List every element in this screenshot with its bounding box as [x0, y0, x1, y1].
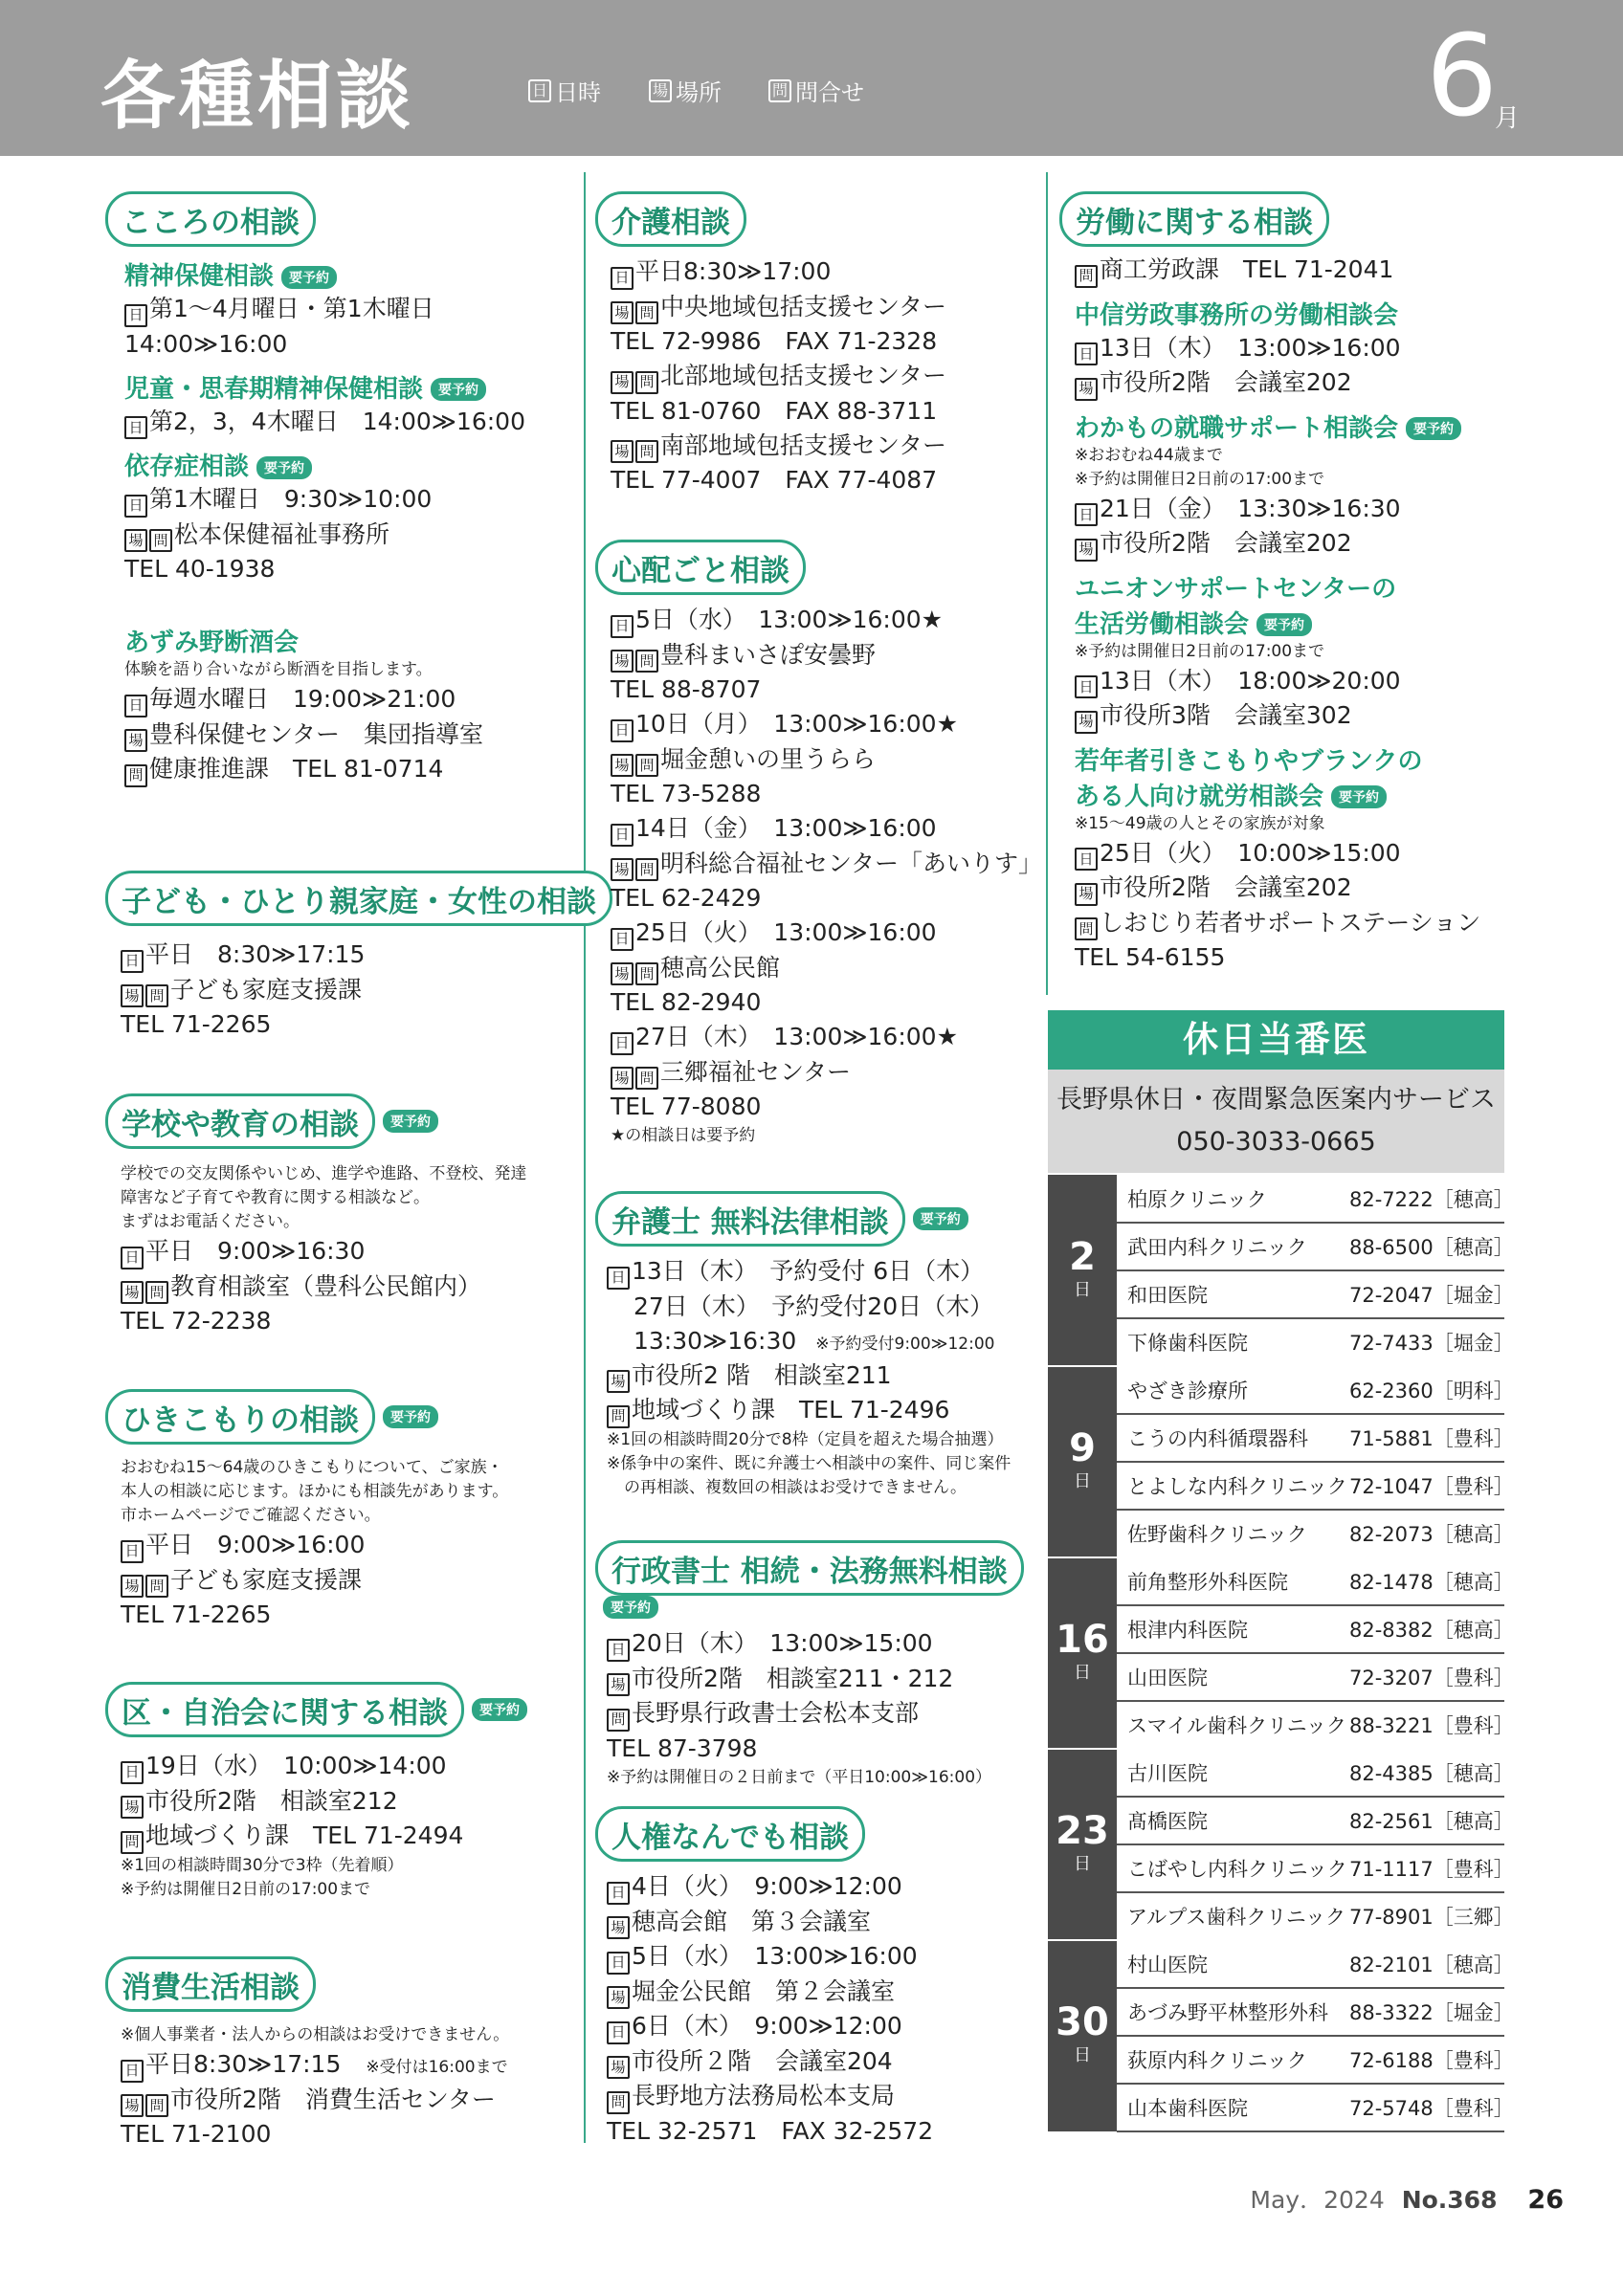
- date-icon: 日: [611, 824, 634, 847]
- duty-clinic-row: [1127, 1844, 1514, 1892]
- section-title: 弁護士 無料法律相談: [595, 1191, 905, 1247]
- section-title: 心配ごと相談: [595, 540, 806, 595]
- clinic-name: 山田医院: [1127, 1667, 1208, 1689]
- clinic-name: 柏原クリニック: [1127, 1188, 1267, 1211]
- clinic-name: こばやし内科クリニック: [1127, 1858, 1347, 1881]
- clinic-name: 髙橋医院: [1127, 1810, 1208, 1833]
- clinic-phone: 88-3322［堀金］: [1349, 2001, 1514, 2024]
- section-kaigo: 介護相談 日 平日8:30≫17:00 場 問 中央地域包括支援センター TEL 72-9986 FAX 71-2328 場 問 北部地域包括支援センター TEL 81-0760 FAX 88-3711 場 問 南部地域包括支援センター TEL 77-4007 FAX 77-4087: [595, 191, 1037, 497]
- date-icon: 日: [124, 304, 147, 327]
- clinic-phone: 82-4385［穂高］: [1349, 1762, 1514, 1785]
- clinic-name: 前角整形外科医院: [1127, 1571, 1288, 1594]
- clinic-phone: 72-3207［豊科］: [1349, 1667, 1514, 1689]
- clinic-phone: 82-2101［穂高］: [1349, 1954, 1514, 1976]
- date-icon: 日: [611, 615, 634, 638]
- page-number: 26: [1527, 2185, 1564, 2215]
- section-gakko: 学校や教育の相談 要予約 学校での交友関係やいじめ、進学や進路、不登校、発達 障害など子育てや教育に関する相談など。 まずはお電話ください。 日 平日 9:00≫16:30 場 問 教育相談室（豊科公民館内） TEL 72-2238: [105, 1093, 574, 1338]
- duty-clinic-row: [1127, 1510, 1514, 1557]
- clinic-phone: 88-3221［豊科］: [1349, 1714, 1514, 1737]
- inquiry-icon: 問: [635, 754, 658, 777]
- inquiry-icon: 問: [635, 858, 658, 881]
- section-title: こころの相談: [105, 191, 316, 247]
- inquiry-icon: 問: [635, 1067, 658, 1090]
- subsection-title: 依存症相談: [124, 453, 250, 481]
- duty-clinic-row: [1127, 1940, 1514, 1988]
- reservation-badge: 要予約: [281, 266, 337, 289]
- clinic-phone: 72-1047［豊科］: [1349, 1475, 1514, 1498]
- clinic-name: スマイル歯科クリニック: [1127, 1714, 1346, 1737]
- date-icon: 日: [607, 2021, 630, 2044]
- inquiry-icon: 問: [607, 1709, 630, 1732]
- clinic-name: 古川医院: [1127, 1762, 1208, 1785]
- clinic-name: 下條歯科医院: [1127, 1332, 1248, 1355]
- duty-clinic-row: [1127, 1557, 1514, 1605]
- subsection-title: あずみ野断酒会: [124, 629, 300, 657]
- clinic-phone: 72-7433［堀金］: [1349, 1332, 1514, 1355]
- subsection-title: 生活労働相談会: [1075, 609, 1250, 639]
- subsection-title: わかもの就職サポート相談会: [1075, 413, 1399, 443]
- duty-clinic-row: [1127, 1223, 1514, 1270]
- inquiry-icon: 問: [1075, 917, 1098, 940]
- place-icon: 場: [607, 1986, 630, 2009]
- inquiry-icon: 問: [1075, 265, 1098, 288]
- date-icon: 日: [124, 495, 147, 518]
- section-title: 介護相談: [595, 191, 746, 247]
- place-icon: 場: [1075, 539, 1098, 562]
- reservation-badge: 要予約: [1331, 785, 1387, 808]
- duty-clinic-row: [1127, 1318, 1514, 1366]
- date-icon: 日: [607, 1267, 630, 1290]
- duty-clinic-row: [1127, 1270, 1514, 1318]
- place-icon: 場: [124, 529, 147, 552]
- place-icon: 場: [121, 1796, 144, 1819]
- duty-clinic-row: [1127, 2036, 1514, 2084]
- date-icon: 日: [121, 1540, 144, 1563]
- duty-day-unit: 日: [1074, 1280, 1091, 1300]
- duty-clinic-row: [1127, 1653, 1514, 1701]
- clinic-name: 武田内科クリニック: [1127, 1236, 1307, 1259]
- inquiry-icon: 問: [635, 962, 658, 985]
- subsection-title: 児童・思春期精神保健相談: [124, 374, 424, 404]
- duty-day-number: 2: [1069, 1235, 1096, 1279]
- section-shohi: 消費生活相談 ※個人事業者・法人からの相談はお受けできません。 日 平日8:30≫17:15 ※受付は16:00まで 場 問 市役所2階 消費生活センター TEL 71-2100: [105, 1956, 574, 2152]
- place-icon: 場: [607, 1673, 630, 1696]
- section-rodo: 労働に関する相談 問 商工労政課 TEL 71-2041 中信労政事務所の労働相談会 日 13日（木） 13:00≫16:00 場 市役所2階 会議室202 わかもの就職サポート相談会 要予約 ※おおむね44歳まで ※予約は開催日2日前の17:00まで 日 21日（金） 13:30≫16:30 場 市役所2階 会議室202 ユニオンサポートセンターの 生活労働相談会 要予約 ※予約は開催日2日前の17:00まで 日 13日（木） 18:00≫20:00 場 市役所3階 会議室302 若年者引きこもりやブランクの ある人向け就労相談会 要予約 ※15～49歳の人とその家族が対象 日 25日（火） 10:00≫15:00 場 市役所2階 会議室202 問 しおじり若者サポートステーション TEL 54-6155: [1059, 191, 1519, 975]
- row-separator: [1117, 2130, 1504, 2132]
- duty-clinic-row: [1127, 1605, 1514, 1653]
- duty-day-unit: 日: [1074, 1854, 1091, 1874]
- section-title: 行政書士 相続・法務無料相談: [595, 1540, 1024, 1596]
- place-icon: 場: [121, 1575, 144, 1598]
- clinic-phone: 62-2360［明科］: [1349, 1380, 1514, 1402]
- section-shinpai: 心配ごと相談 日 5日（水） 13:00≫16:00★ 場 問 豊科まいさぽ安曇野 TEL 88-8707 日 10日（月） 13:00≫16:00★ 場 問 堀金憩いの里うらら TEL 73-5288 日 14日（金） 13:00≫16:00 場 問 明科総合福祉センター「あいりす」 TEL 62-2429 日 25日（火） 13:00≫16:00 場 問 穂高公民館 TEL 82-2940 日 27日（木） 13:00≫16:00★ 場 問 三郷福祉センター TEL 77-8080 ★の相談日は要予約: [595, 540, 1037, 1148]
- duty-day: [1048, 1175, 1117, 1366]
- inquiry-icon: 問: [607, 1405, 630, 1428]
- reservation-badge: 要予約: [472, 1698, 527, 1721]
- date-icon: 日: [607, 1639, 630, 1662]
- inquiry-icon: 問: [145, 1575, 168, 1598]
- section-title: 労働に関する相談: [1059, 191, 1329, 247]
- place-icon: 場: [611, 1067, 634, 1090]
- inquiry-icon: 問: [635, 440, 658, 463]
- month-number: 6: [1426, 10, 1499, 142]
- duty-day: [1048, 1749, 1117, 1940]
- clinic-name: 山本歯科医院: [1127, 2097, 1248, 2120]
- section-title: 学校や教育の相談: [105, 1093, 375, 1149]
- duty-clinic-row: [1127, 1701, 1514, 1749]
- date-icon: 日: [611, 719, 634, 742]
- place-icon: 場: [1075, 883, 1098, 906]
- duty-clinic-row: [1127, 2084, 1514, 2131]
- reservation-badge: 要予約: [1406, 417, 1461, 440]
- duty-day: [1048, 1940, 1117, 2131]
- clinic-name: あづみ野平林整形外科: [1127, 2001, 1328, 2024]
- page-footer: [1250, 2181, 1564, 2216]
- date-icon: 日: [121, 950, 144, 973]
- clinic-phone: 82-2561［穂高］: [1349, 1810, 1514, 1833]
- duty-clinic-row: [1127, 1175, 1514, 1223]
- section-jinken: 人権なんでも相談 日 4日（火） 9:00≫12:00 場 穂高会館 第３会議室 日 5日（水） 13:00≫16:00 場 堀金公民館 第２会議室 日 6日（木） 9:00≫12:00 場 市役所２階 会議室204 問 長野地方法務局松本支局 TEL 32-2571 FAX 32-2572: [595, 1806, 1037, 2149]
- inquiry-icon: 問: [635, 371, 658, 394]
- page-title: 各種相談: [100, 54, 415, 140]
- inquiry-icon: 問: [121, 1831, 144, 1854]
- issue-date: May．2024: [1250, 2186, 1385, 2214]
- clinic-phone: 71-1117［豊科］: [1349, 1858, 1514, 1881]
- clinic-name: アルプス歯科クリニック: [1127, 1906, 1346, 1929]
- column-divider: [584, 172, 586, 2143]
- date-icon: 日: [1075, 503, 1098, 526]
- clinic-name: とよしな内科クリニック: [1127, 1475, 1347, 1498]
- place-icon: 場: [124, 729, 147, 752]
- duty-day-unit: 日: [1074, 1663, 1091, 1683]
- duty-clinic-row: [1127, 1749, 1514, 1797]
- subsection-title: ある人向け就労相談会: [1075, 782, 1324, 811]
- date-icon: 日: [1075, 342, 1098, 365]
- clinic-name: 和田医院: [1127, 1284, 1208, 1307]
- clinic-phone: 82-1478［穂高］: [1349, 1571, 1514, 1594]
- reservation-badge: 要予約: [1256, 613, 1312, 636]
- reservation-badge: 要予約: [431, 378, 486, 401]
- place-icon: 場: [611, 754, 634, 777]
- duty-day-number: 9: [1069, 1426, 1096, 1470]
- place-icon: 場: [607, 1916, 630, 1939]
- section-gyosei: 行政書士 相続・法務無料相談要予約 日 20日（木） 13:00≫15:00 場 市役所2階 相談室211・212 問 長野県行政書士会松本支部 TEL 87-3798 ※予約は開催日の２日前まで（平日10:00≫16:00）: [595, 1540, 1037, 1790]
- clinic-phone: 82-8382［穂高］: [1349, 1619, 1514, 1642]
- date-icon: 日: [607, 1882, 630, 1905]
- reservation-badge: 要予約: [383, 1405, 438, 1428]
- emergency-service-box: [1048, 1070, 1504, 1173]
- legend-place: 場 場所: [649, 74, 722, 107]
- duty-day-number: 23: [1056, 1809, 1109, 1853]
- inquiry-icon: 問: [607, 2091, 630, 2114]
- place-icon: 場: [611, 962, 634, 985]
- clinic-phone: 71-5881［豊科］: [1349, 1427, 1514, 1450]
- section-kodomo: 子ども・ひとり親家庭・女性の相談 日 平日 8:30≫17:15 場 問 子ども家庭支援課 TEL 71-2265: [105, 871, 574, 1042]
- duty-day: [1048, 1557, 1117, 1749]
- reservation-badge: 要予約: [913, 1207, 968, 1230]
- date-icon: 日: [1075, 675, 1098, 698]
- date-icon: 日: [528, 79, 551, 102]
- place-icon: 場: [611, 650, 634, 673]
- duty-day-number: 16: [1056, 1618, 1109, 1662]
- clinic-phone: 82-7222［穂高］: [1349, 1188, 1514, 1211]
- clinic-phone: 77-8901［三郷］: [1349, 1906, 1514, 1929]
- duty-clinic-row: [1127, 1366, 1514, 1414]
- duty-clinic-row: [1127, 1797, 1514, 1844]
- duty-day-unit: 日: [1074, 2045, 1091, 2065]
- inquiry-icon: 問: [145, 2094, 168, 2117]
- duty-day-number: 30: [1056, 2000, 1109, 2044]
- emergency-service-label: 長野県休日・夜間緊急医案内サービス: [1056, 1085, 1496, 1115]
- subsection-title: 中信労政事務所の労働相談会: [1075, 300, 1399, 330]
- clinic-phone: 72-6188［豊科］: [1349, 2049, 1514, 2072]
- place-icon: 場: [611, 440, 634, 463]
- date-icon: 日: [611, 928, 634, 951]
- section-title: 子ども・ひとり親家庭・女性の相談: [105, 871, 612, 926]
- inquiry-icon: 問: [635, 301, 658, 324]
- section-kokoro: こころの相談 精神保健相談 要予約 日 第1～4月曜日・第1木曜日 14:00≫16:00 児童・思春期精神保健相談 要予約 日 第2，3，4木曜日 14:00≫16:00 依存症相談 要予約 日 第1木曜日 9:30≫10:00 場 問 松本保健福祉事務所 TEL 40-1938 あずみ野断酒会 体験を語り合いながら断酒を目指します。 日 毎週水曜日 19:00≫21:00 場 豊科保健センター 集団指導室 問 健康推進課 TEL 81-0714: [105, 191, 574, 787]
- subsection-title: 若年者引きこもりやブランクの: [1075, 746, 1423, 776]
- clinic-name: こうの内科循環器科: [1127, 1427, 1308, 1450]
- month-unit: 月: [1495, 104, 1521, 133]
- clinic-phone: 72-5748［豊科］: [1349, 2097, 1514, 2120]
- date-icon: 日: [607, 1952, 630, 1975]
- date-icon: 日: [121, 2060, 144, 2083]
- duty-day-unit: 日: [1074, 1471, 1091, 1491]
- section-title: 人権なんでも相談: [595, 1806, 865, 1862]
- place-icon: 場: [611, 858, 634, 881]
- clinic-phone: 72-2047［堀金］: [1349, 1284, 1514, 1307]
- duty-day: [1048, 1366, 1117, 1557]
- clinic-name: 根津内科医院: [1127, 1619, 1248, 1642]
- place-icon: 場: [611, 371, 634, 394]
- subsection-title: ユニオンサポートセンターの: [1075, 574, 1397, 604]
- clinic-name: 村山医院: [1127, 1954, 1208, 1976]
- place-icon: 場: [121, 984, 144, 1007]
- page-header: [0, 0, 1623, 156]
- clinic-phone: 88-6500［穂高］: [1349, 1236, 1514, 1259]
- date-icon: 日: [611, 1032, 634, 1055]
- inquiry-icon: 問: [635, 650, 658, 673]
- issue-number: No.368: [1401, 2186, 1498, 2214]
- clinic-name: やざき診療所: [1127, 1380, 1248, 1402]
- duty-clinic-row: [1127, 1414, 1514, 1462]
- reservation-badge: 要予約: [256, 456, 312, 479]
- place-icon: 場: [121, 1281, 144, 1304]
- legend-inquiry: 問 問合せ: [768, 74, 864, 107]
- reservation-badge: 要予約: [383, 1110, 438, 1133]
- date-icon: 日: [611, 267, 634, 290]
- section-title: ひきこもりの相談: [105, 1389, 375, 1445]
- section-title: 区・自治会に関する相談: [105, 1682, 464, 1737]
- duty-clinic-row: [1127, 1462, 1514, 1510]
- duty-clinic-row: [1127, 1892, 1514, 1940]
- place-icon: 場: [121, 2094, 144, 2117]
- clinic-name: 荻原内科クリニック: [1127, 2049, 1307, 2072]
- date-icon: 日: [124, 416, 147, 439]
- date-icon: 日: [1075, 848, 1098, 871]
- reservation-badge: 要予約: [603, 1596, 658, 1619]
- section-bengoshi: 弁護士 無料法律相談 要予約 日 13日（木） 予約受付 6日（木） 27日（木） 予約受付20日（木） 13:30≫16:30 ※予約受付9:00≫12:00 場 市役所2 階 相談室211 問 地域づくり課 TEL 71-2496 ※1回の相談時間20分で8枠（定員を超えた場合抽選） ※係争中の案件、既に弁護士へ相談中の案件、同じ案件 の再相談、複数回の相談はお受けできません。: [595, 1191, 1037, 1500]
- clinic-name: 佐野歯科クリニック: [1127, 1523, 1307, 1546]
- clinic-phone: 82-2073［穂高］: [1349, 1523, 1514, 1546]
- section-hikikomori: ひきこもりの相談 要予約 おおむね15～64歳のひきこもりについて、ご家族・ 本人の相談に応じます。ほかにも相談先があります。 市ホームページでご確認ください。 日 平日 9:00≫16:00 場 問 子ども家庭支援課 TEL 71-2265: [105, 1389, 574, 1632]
- section-title: 消費生活相談: [105, 1956, 316, 2012]
- duty-clinic-row: [1127, 1988, 1514, 2036]
- place-icon: 場: [607, 2056, 630, 2079]
- inquiry-icon: 問: [145, 984, 168, 1007]
- section-jichikai: 区・自治会に関する相談 要予約 日 19日（水） 10:00≫14:00 場 市役所2階 相談室212 問 地域づくり課 TEL 71-2494 ※1回の相談時間30分で3枠（先着順） ※予約は開催日2日前の17:00まで: [105, 1682, 574, 1902]
- inquiry-icon: 問: [124, 764, 147, 787]
- place-icon: 場: [611, 301, 634, 324]
- place-icon: 場: [1075, 711, 1098, 734]
- legend-date: 日 日時: [528, 74, 601, 107]
- date-icon: 日: [121, 1761, 144, 1784]
- date-icon: 日: [121, 1247, 144, 1269]
- place-icon: 場: [607, 1370, 630, 1393]
- inquiry-icon: 問: [145, 1281, 168, 1304]
- subsection-title: 精神保健相談: [124, 262, 275, 291]
- inquiry-icon: 問: [768, 79, 791, 102]
- place-icon: 場: [1075, 378, 1098, 401]
- place-icon: 場: [649, 79, 672, 102]
- inquiry-icon: 問: [149, 529, 172, 552]
- column-divider: [1046, 172, 1048, 995]
- holiday-doctor-title: 休日当番医: [1048, 1010, 1504, 1070]
- emergency-service-phone: 050-3033-0665: [1176, 1127, 1376, 1157]
- date-icon: 日: [124, 695, 147, 718]
